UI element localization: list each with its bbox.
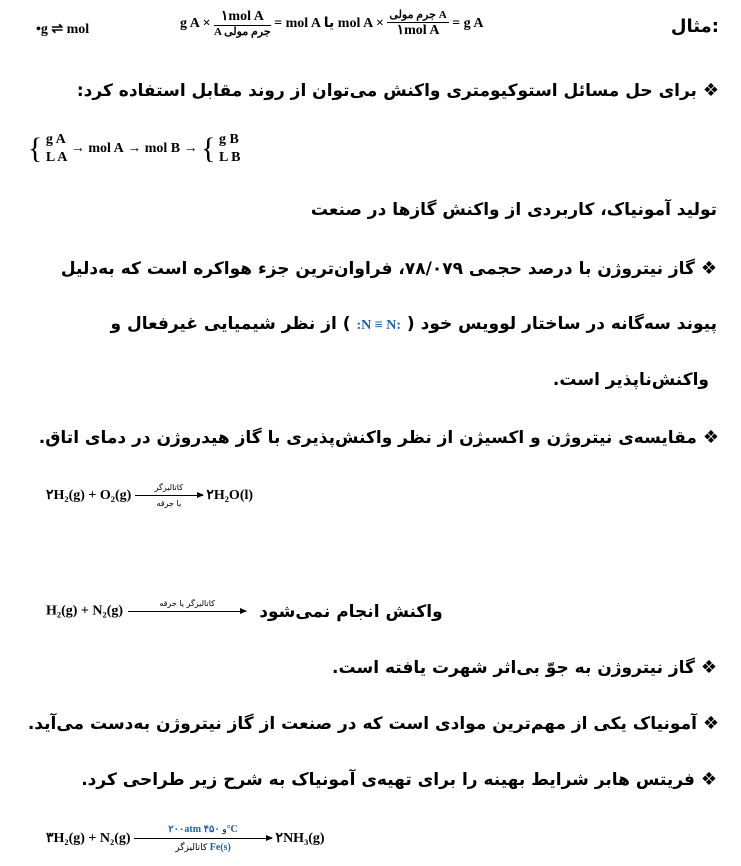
paragraph-text: گاز نیتروژن به جوّ بی‌اثر شهرت یافته است.: [332, 658, 695, 678]
scheme-mid1: mol A: [88, 141, 124, 156]
pressure-condition: ۲۰۰atm: [168, 824, 202, 835]
diamond-bullet-icon: ❖: [700, 258, 717, 279]
arrow-under-label: یا جرقه: [156, 499, 182, 508]
reaction-arrow: [134, 824, 272, 853]
catalyst-word: کاتالیزگر: [175, 843, 208, 853]
paragraph-haber: [81, 769, 717, 790]
scheme-outputs: [219, 131, 240, 167]
diamond-bullet-icon: ❖: [702, 427, 719, 448]
lewis-formula: :N ≡ N:: [356, 318, 401, 333]
eq2-pre: mol A ×: [337, 16, 384, 32]
paragraph-text-b: ) از نظر شیمیایی غیرفعال و: [110, 314, 351, 334]
arrow-over-label: کاتالیزگر: [154, 483, 184, 492]
conversion-equation: [180, 10, 483, 38]
reaction-water: [46, 483, 254, 508]
reaction-no-reaction: [46, 601, 443, 622]
paragraph-text: مقایسه‌ی نیتروژن و اکسیژن از نظر واکنش‌پذیری با گاز هیدروژن در دمای اتاق.: [38, 428, 697, 448]
g-mol-relation: •g ⇌ mol: [36, 22, 90, 37]
paragraph-stoichiometry: [77, 80, 719, 101]
eq1-numerator: ۱mol A: [214, 10, 271, 26]
scheme-bottom-right: L B: [219, 150, 241, 165]
temperature-condition: ۴۵۰°C: [203, 824, 238, 835]
stoichiometry-scheme: [28, 131, 240, 167]
eq1-post: = mol A: [274, 16, 321, 32]
reaction-arrow: [135, 483, 203, 508]
paragraph-text: برای حل مسائل استوکیومتری واکنش می‌توان از روند مقابل استفاده کرد:: [76, 81, 697, 101]
paragraph-inert: [332, 657, 717, 678]
eq2-post: = g A: [452, 16, 484, 32]
diamond-bullet-icon: ❖: [700, 769, 717, 790]
paragraph-text: فریتس هابر شرایط بهینه را برای تهیه‌ی آمونیاک به شرح زیر طراحی کرد.: [81, 770, 695, 790]
paragraph-text: گاز نیتروژن با درصد حجمی ۷۸/۰۷۹، فراوان‌ترین جزء هواکره است که به‌دلیل: [60, 259, 695, 279]
paragraph-comparison: [39, 427, 719, 448]
paragraph-ammonia: [28, 713, 719, 734]
paragraph-text: آمونیاک یکی از مهم‌ترین موادی است که در صنعت از گاز نیتروژن به‌دست می‌آید.: [27, 714, 697, 734]
reaction-rhs: ۲H₂O(l): [206, 488, 254, 503]
scheme-mid2: mol B: [144, 141, 181, 156]
reaction-lhs: H₂(g) + N₂(g): [46, 603, 124, 619]
scheme-inputs: [46, 131, 67, 167]
scheme-bottom-left: L A: [45, 150, 68, 165]
arrow-over-conditions: [134, 824, 272, 835]
scheme-top-left: g A: [45, 132, 66, 147]
and-word: و: [222, 825, 227, 835]
paragraph-nitrogen-line2: [111, 314, 717, 334]
section-heading: تولید آمونیاک، کاربردی از واکنش گازها در صنعت: [310, 200, 717, 220]
scheme-top-right: g B: [219, 132, 239, 147]
reaction-lhs: ۳H₂(g) + N₂(g): [46, 831, 131, 846]
reaction-haber: [46, 824, 325, 853]
arrow-over-label: کاتالیزگر یا جرقه: [159, 599, 215, 608]
diamond-bullet-icon: ❖: [700, 657, 717, 678]
diamond-bullet-icon: ❖: [702, 80, 719, 101]
eq1-fraction: [214, 10, 271, 38]
eq2-denominator: ۱mol A: [396, 23, 440, 38]
reaction-lhs: ۲H₂(g) + O₂(g): [46, 488, 132, 503]
arrow-icon: →: [183, 141, 198, 156]
arrow-icon: →: [70, 141, 85, 156]
paragraph-nitrogen-line3: واکنش‌ناپذیر است.: [552, 370, 709, 390]
arrow-under-catalyst: [134, 842, 272, 853]
arrow-icon: →: [127, 141, 142, 156]
arrow-icon: [135, 495, 203, 496]
iron-catalyst: Fe(s): [209, 842, 231, 853]
left-brace: {: [28, 132, 43, 165]
paragraph-nitrogen-line1: [61, 258, 717, 279]
paragraph-text-a: پیوند سه‌گانه در ساختار لوویس خود (: [406, 314, 717, 334]
diamond-bullet-icon: ❖: [702, 713, 719, 734]
eq2-numerator: جرم مولی A: [389, 9, 447, 21]
eq1-denominator: A جرم مولی: [214, 26, 271, 38]
example-label: مثال:: [670, 16, 719, 37]
no-reaction-text: واکنش انجام نمی‌شود: [259, 601, 443, 622]
or-word: یا: [323, 15, 335, 32]
arrow-icon: [128, 611, 246, 612]
reaction-rhs: ۲NH₃(g): [275, 831, 325, 846]
arrow-icon: [134, 838, 272, 839]
right-brace: {: [201, 132, 216, 165]
eq2-fraction: [387, 10, 448, 38]
reaction-arrow: [128, 599, 246, 612]
eq1-pre: g A ×: [180, 16, 211, 32]
